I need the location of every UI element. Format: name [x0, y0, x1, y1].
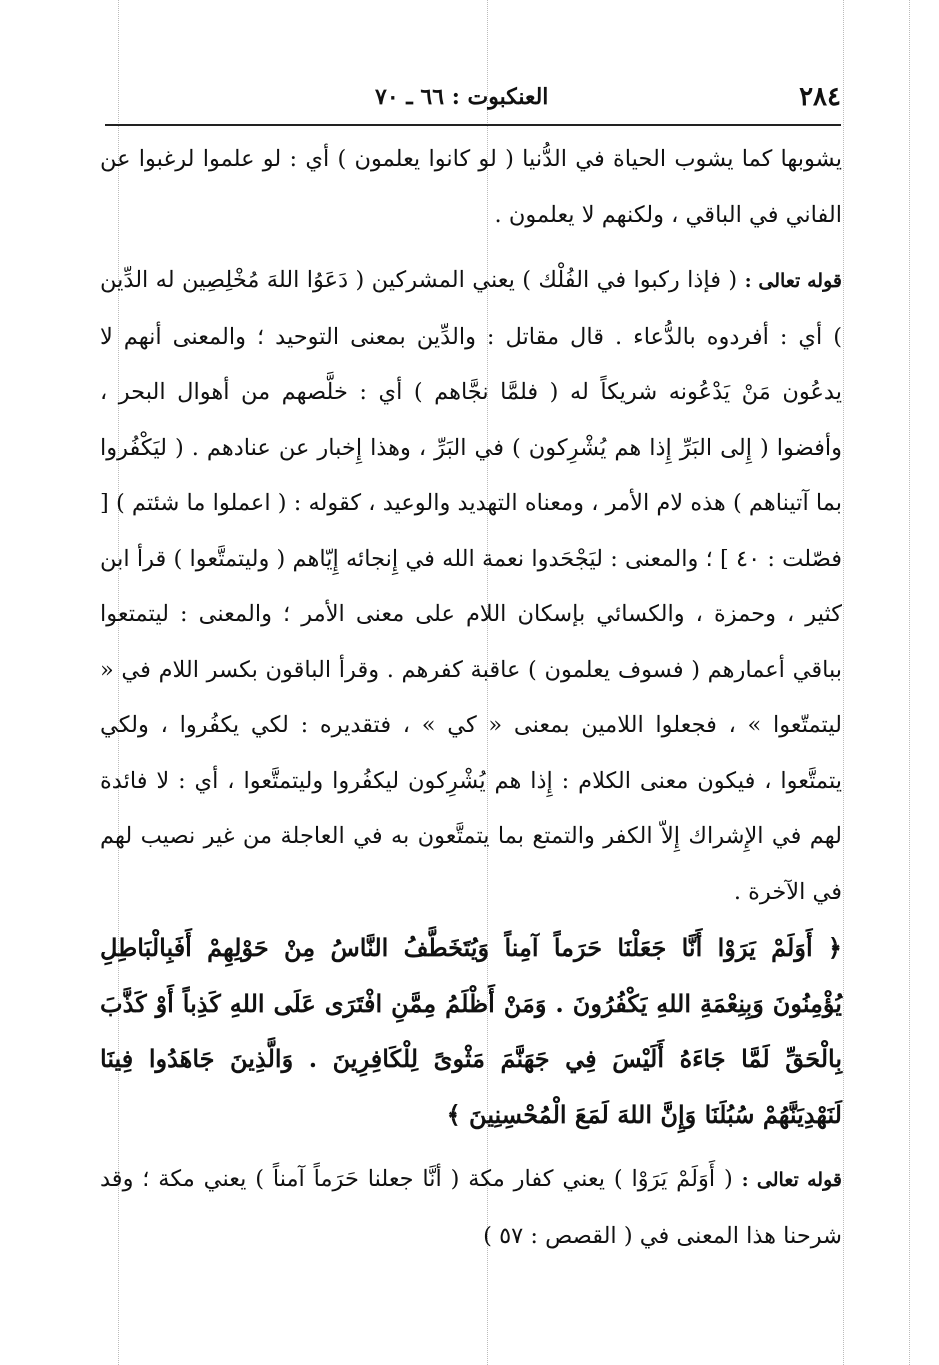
verse-text: ﴿ أَوَلَمْ يَرَوْا أَنَّا جَعَلْنَا حَرَماً آمِناً وَيُتَخَطَّفُ النَّاسُ مِنْ حَوْلِهِمْ أَفَبِالْبَاطِلِ يُؤْمِنُونَ وَبِنِعْمَةِ اللهِ يَكْفُرُونَ . وَمَنْ أَظْلَمُ مِمَّنِ افْتَرَى عَلَى اللهِ كَذِباً أَوْ كَذَّبَ بِالْحَقِّ لَمَّا جَاءَهُ أَلَيْسَ فِي جَهَنَّمَ مَثْوىً لِلْكَافِرِينَ . وَالَّذِينَ جَاهَدُوا فِينَا لَنَهْدِيَنَّهُمْ سُبُلَنَا وَإِنَّ اللهَ لَمَعَ الْمُحْسِنِينَ ﴾	[100, 933, 842, 1129]
paragraph-1	[100, 132, 842, 243]
paragraph-3	[100, 1152, 842, 1264]
paragraph-lead: قوله تعالى :	[741, 1169, 842, 1191]
scan-artifact-line	[909, 0, 911, 1365]
paragraph-lead: قوله تعالى :	[744, 270, 842, 292]
scan-artifact-line	[843, 0, 845, 1365]
paragraph-2	[100, 253, 842, 920]
running-title: العنكبوت : ٦٦ ـ ٧٠	[375, 84, 549, 110]
page-number: ٢٨٤	[799, 82, 841, 112]
page-header	[105, 80, 841, 120]
header-rule	[105, 124, 841, 126]
quran-verse-block	[100, 920, 842, 1142]
page-body	[100, 132, 842, 1264]
paragraph-text: ( أَوَلَمْ يَرَوْا ) يعني كفار مكة ( أنَّا جعلنا حَرَماً آمناً ) يعني مكة ؛ وقد شرحنا هذا المعنى في ( القصص : ٥٧ )	[100, 1166, 842, 1249]
paragraph-text: ( فإذا ركبوا في الفُلْك ) يعني المشركين ( دَعَوُا اللهَ مُخْلِصِين له الدِّين ) أي : أفردوه بالدُّعاء . قال مقاتل : والدِّين بمعنى التوحيد ؛ والمعنى أنهم لا يدعُون مَنْ يَدْعُونه شريكاً له ( فلمَّا نجَّاهم ) أي : خلَّصهم من أهوال البحر ، وأفضوا ( إِلى البَرِّ إِذا هم يُشْرِكون ) في البَرِّ ، وهذا إِخبار عن عنادهم . ( ليَكْفُروا بما آتيناهم ) هذه لام الأمر ، ومعناه التهديد والوعيد ، كقوله : ( اعملوا ما شئتم ) [ فصّلت : ٤٠ ] ؛ والمعنى : ليَجْحَدوا نعمة الله في إِنجائه إِيّاهم ( وليتمتَّعوا ) قرأ ابن كثير ، وحمزة ، والكسائي بإسكان اللام على معنى الأمر ؛ والمعنى : ليتمتعوا بباقي أعمارهم ( فسوف يعلمون ) عاقبة كفرهم . وقرأ الباقون بكسر اللام في « ليتمتّعوا » ، فجعلوا اللامين بمعنى « كي » ، فتقديره : لكي يكفُروا ، ولكي يتمتَّعوا ، فيكون معنى الكلام : إِذا هم يُشْرِكون ليكفُروا وليتمتَّعوا ، أي : لا فائدة لهم في الإِشراك إِلاّ الكفر والتمتع بما يتمتَّعون به في العاجلة من غير نصيب لهم في الآخرة .	[100, 267, 842, 905]
paragraph-text: يشوبها كما يشوب الحياة في الدُّنيا ( لو كانوا يعلمون ) أي : لو علموا لرغبوا عن الفاني في الباقي ، ولكنهم لا يعلمون .	[100, 146, 842, 228]
